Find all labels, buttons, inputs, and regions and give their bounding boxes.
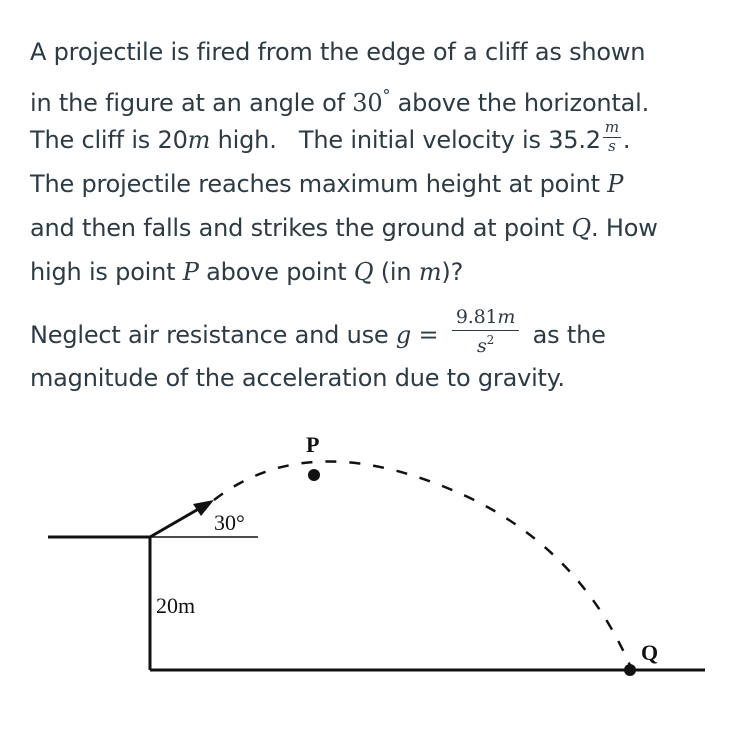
point-p-symbol: P	[182, 258, 199, 286]
problem-text: above the horizontal.	[390, 89, 650, 117]
launch-arrow-head-icon	[193, 500, 214, 516]
point-p-symbol: P	[607, 170, 624, 198]
gravity-denominator	[452, 331, 519, 356]
launch-velocity-line	[150, 507, 202, 537]
unit-meter: m	[418, 258, 442, 286]
gravity-text: Neglect air resistance and use	[30, 321, 396, 349]
point-q-symbol: Q	[353, 258, 374, 286]
problem-line-6	[30, 250, 720, 294]
gravity-value: 9.81	[455, 306, 498, 328]
angle-value: 30	[352, 89, 383, 117]
point-p-label: P	[306, 432, 320, 457]
point-q-marker	[624, 664, 636, 676]
velocity-unit-numerator: m	[604, 118, 619, 136]
problem-text: )?	[441, 258, 464, 286]
velocity-unit-denominator: s	[608, 137, 616, 155]
gravity-fraction	[452, 308, 519, 356]
problem-text: high. The initial velocity is 35.2	[210, 126, 601, 154]
gravity-text: magnitude of the acceleration due to gravity.	[30, 364, 565, 392]
problem-line-5	[30, 206, 720, 250]
point-q-label: Q	[641, 640, 659, 665]
problem-text: in the figure at an angle of	[30, 89, 353, 117]
problem-line-4	[30, 162, 720, 206]
unit-meter: m	[187, 126, 211, 154]
problem-text: above point	[198, 258, 354, 286]
gravity-denominator-exponent: 2	[486, 333, 495, 347]
cliff-height-label: 20m	[156, 593, 196, 618]
gravity-text: as the	[525, 321, 606, 349]
trajectory-path	[214, 461, 632, 670]
gravity-line-1	[30, 306, 720, 357]
equals-sign: =	[411, 321, 446, 349]
g-symbol: g	[395, 321, 412, 349]
problem-text: The projectile reaches maximum height at point	[30, 170, 608, 198]
projectile-figure	[0, 430, 740, 730]
gravity-note	[30, 306, 720, 400]
gravity-line-2	[30, 356, 720, 400]
problem-line-1	[30, 30, 720, 74]
problem-statement	[30, 30, 720, 294]
gravity-numerator	[452, 308, 519, 331]
problem-text: (in	[373, 258, 419, 286]
gravity-numerator-unit: m	[497, 306, 516, 328]
angle-label: 30°	[214, 510, 245, 535]
problem-text: .	[622, 126, 631, 154]
problem-text: . How	[591, 214, 658, 242]
degree-symbol: °	[382, 86, 391, 105]
point-q-symbol: Q	[571, 214, 592, 242]
problem-text: A projectile is fired from the edge of a cliff as shown	[30, 38, 646, 66]
velocity-unit-fraction	[603, 120, 621, 154]
problem-text: high is point	[30, 258, 183, 286]
problem-text: The cliff is 20	[30, 126, 188, 154]
problem-line-3	[30, 118, 720, 162]
point-p-marker	[308, 469, 320, 481]
gravity-denominator-base: s	[477, 335, 487, 357]
problem-line-2	[30, 74, 720, 118]
problem-text: and then falls and strikes the ground at point	[30, 214, 572, 242]
